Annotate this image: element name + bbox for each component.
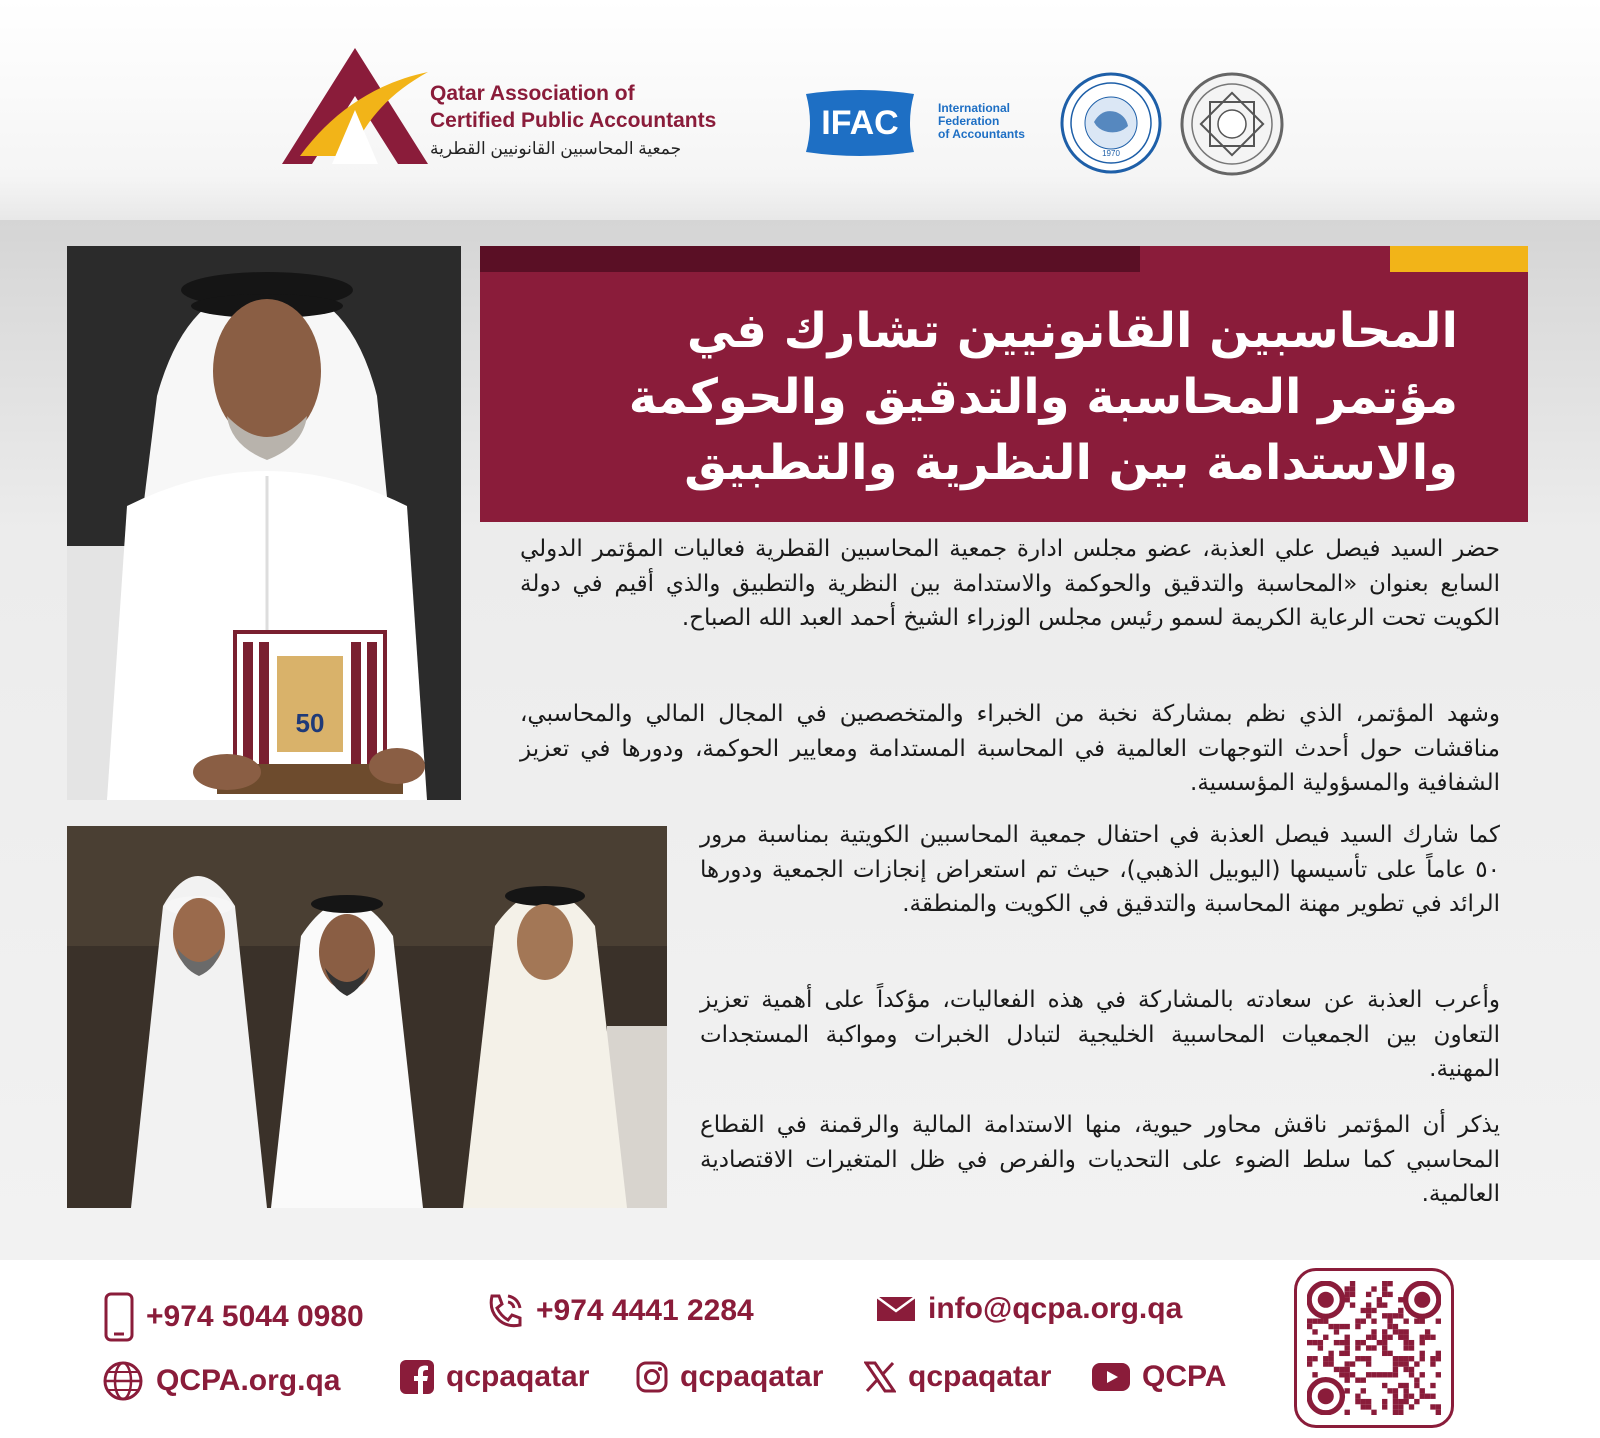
headline bbox=[480, 272, 1528, 522]
contact-email[interactable] bbox=[876, 1292, 1182, 1326]
award-photo bbox=[67, 246, 461, 800]
contact-facebook[interactable] bbox=[400, 1360, 589, 1394]
afaa-seal bbox=[1060, 72, 1162, 174]
contact-youtube[interactable] bbox=[1092, 1360, 1226, 1394]
mobile-phone-icon bbox=[104, 1292, 134, 1342]
contact-youtube-text: QCPA bbox=[1142, 1360, 1227, 1393]
facebook-icon bbox=[400, 1360, 434, 1394]
contact-x-text: qcpaqatar bbox=[908, 1360, 1052, 1393]
title-stripe-maroon bbox=[1140, 246, 1390, 272]
contact-phone[interactable] bbox=[486, 1292, 754, 1330]
qr-code-pattern bbox=[1307, 1281, 1441, 1415]
ifac-subtitle bbox=[938, 102, 1025, 141]
globe-icon bbox=[102, 1360, 144, 1402]
qcpa-name-arabic: جمعية المحاسبين القانونيين القطرية bbox=[430, 139, 682, 158]
article-paragraph-2: وشهد المؤتمر، الذي نظم بمشاركة نخبة من الخبراء والمتخصصين في المجال المالي والمحاسبي، مناقشات حول أحدث التوجهات العالمية في المحاسبة المستدامة ومعايير الحوكمة، ودورها في تعزيز الشفافية والمسؤولية المؤسسية. bbox=[520, 701, 1500, 796]
contact-website-text: QCPA.org.qa bbox=[156, 1364, 341, 1397]
contact-mobile[interactable] bbox=[104, 1292, 364, 1342]
ifac-sub-line3: of Accountants bbox=[938, 127, 1025, 141]
contact-facebook-text: qcpaqatar bbox=[446, 1360, 590, 1393]
phone-ringing-icon bbox=[486, 1292, 524, 1330]
contact-phone-text: +974 4441 2284 bbox=[536, 1294, 754, 1327]
title-stripe-dark bbox=[480, 246, 1140, 272]
gcc-seal bbox=[1180, 72, 1284, 176]
ifac-sub-line1: International bbox=[938, 101, 1011, 115]
ifac-sub-line2: Federation bbox=[938, 114, 1000, 128]
envelope-icon bbox=[876, 1296, 916, 1322]
headline-line3: والاستدامة بين النظرية والتطبيق bbox=[684, 435, 1458, 491]
qcpa-name bbox=[430, 80, 716, 164]
qr-code[interactable] bbox=[1294, 1268, 1454, 1428]
contact-x[interactable] bbox=[864, 1360, 1051, 1394]
contact-email-text: info@qcpa.org.qa bbox=[928, 1292, 1183, 1325]
article-paragraph-3: كما شارك السيد فيصل العذبة في احتفال جمعية المحاسبين الكويتية بمناسبة مرور ٥٠ عاماً على تأسيسها (اليوبيل الذهبي)، حيث تم استعراض إنجازات الجمعية ودورها الرائد في تطوير مهنة المحاسبة والتدقيق في الكويت والمنطقة. bbox=[700, 822, 1500, 917]
group-photo bbox=[67, 826, 667, 1208]
qcpa-logo bbox=[280, 48, 430, 168]
qcpa-name-line1: Qatar Association of bbox=[430, 82, 635, 105]
contact-instagram-text: qcpaqatar bbox=[680, 1360, 824, 1393]
headline-line2: مؤتمر المحاسبة والتدقيق والحوكمة bbox=[628, 369, 1458, 425]
instagram-icon bbox=[636, 1361, 668, 1393]
youtube-icon bbox=[1092, 1363, 1130, 1391]
article-paragraph-1: حضر السيد فيصل علي العذبة، عضو مجلس ادارة جمعية المحاسبين القطرية فعاليات المؤتمر الدولي السابع بعنوان «المحاسبة والتدقيق والحوكمة والاستدامة بين النظرية والتطبيق والذي أقيم في دولة الكويت تحت الرعاية الكريمة لسمو رئيس مجلس الوزراء الشيخ أحمد العبد الله الصباح. bbox=[520, 536, 1500, 631]
qcpa-name-line2: Certified Public Accountants bbox=[430, 109, 717, 132]
ifac-logo-text: IFAC bbox=[821, 104, 899, 142]
article-paragraph-4: وأعرب العذبة عن سعادته بالمشاركة في هذه الفعاليات، مؤكداً على أهمية تعزيز التعاون بين الجمعيات المحاسبية الخليجية لتبادل الخبرات ومواكبة المستجدات المهنية. bbox=[700, 987, 1500, 1082]
contact-instagram[interactable] bbox=[636, 1360, 823, 1394]
title-stripe-gold bbox=[1390, 246, 1528, 272]
header bbox=[0, 0, 1600, 220]
article-paragraph-5: يذكر أن المؤتمر ناقش محاور حيوية، منها الاستدامة المالية والرقمنة في القطاع المحاسبي كما سلط الضوء على التحديات والفرص في ظل المتغيرات الاقتصادية العالمية. bbox=[700, 1112, 1500, 1207]
contact-website[interactable] bbox=[102, 1360, 340, 1402]
ifac-logo bbox=[800, 86, 920, 160]
x-logo-icon bbox=[864, 1361, 896, 1393]
afaa-seal-year: 1970 bbox=[1102, 149, 1120, 158]
contact-mobile-text: +974 5044 0980 bbox=[146, 1300, 364, 1333]
headline-line1: المحاسبين القانونيين تشارك في bbox=[686, 303, 1458, 359]
award-number: 50 bbox=[295, 708, 325, 738]
